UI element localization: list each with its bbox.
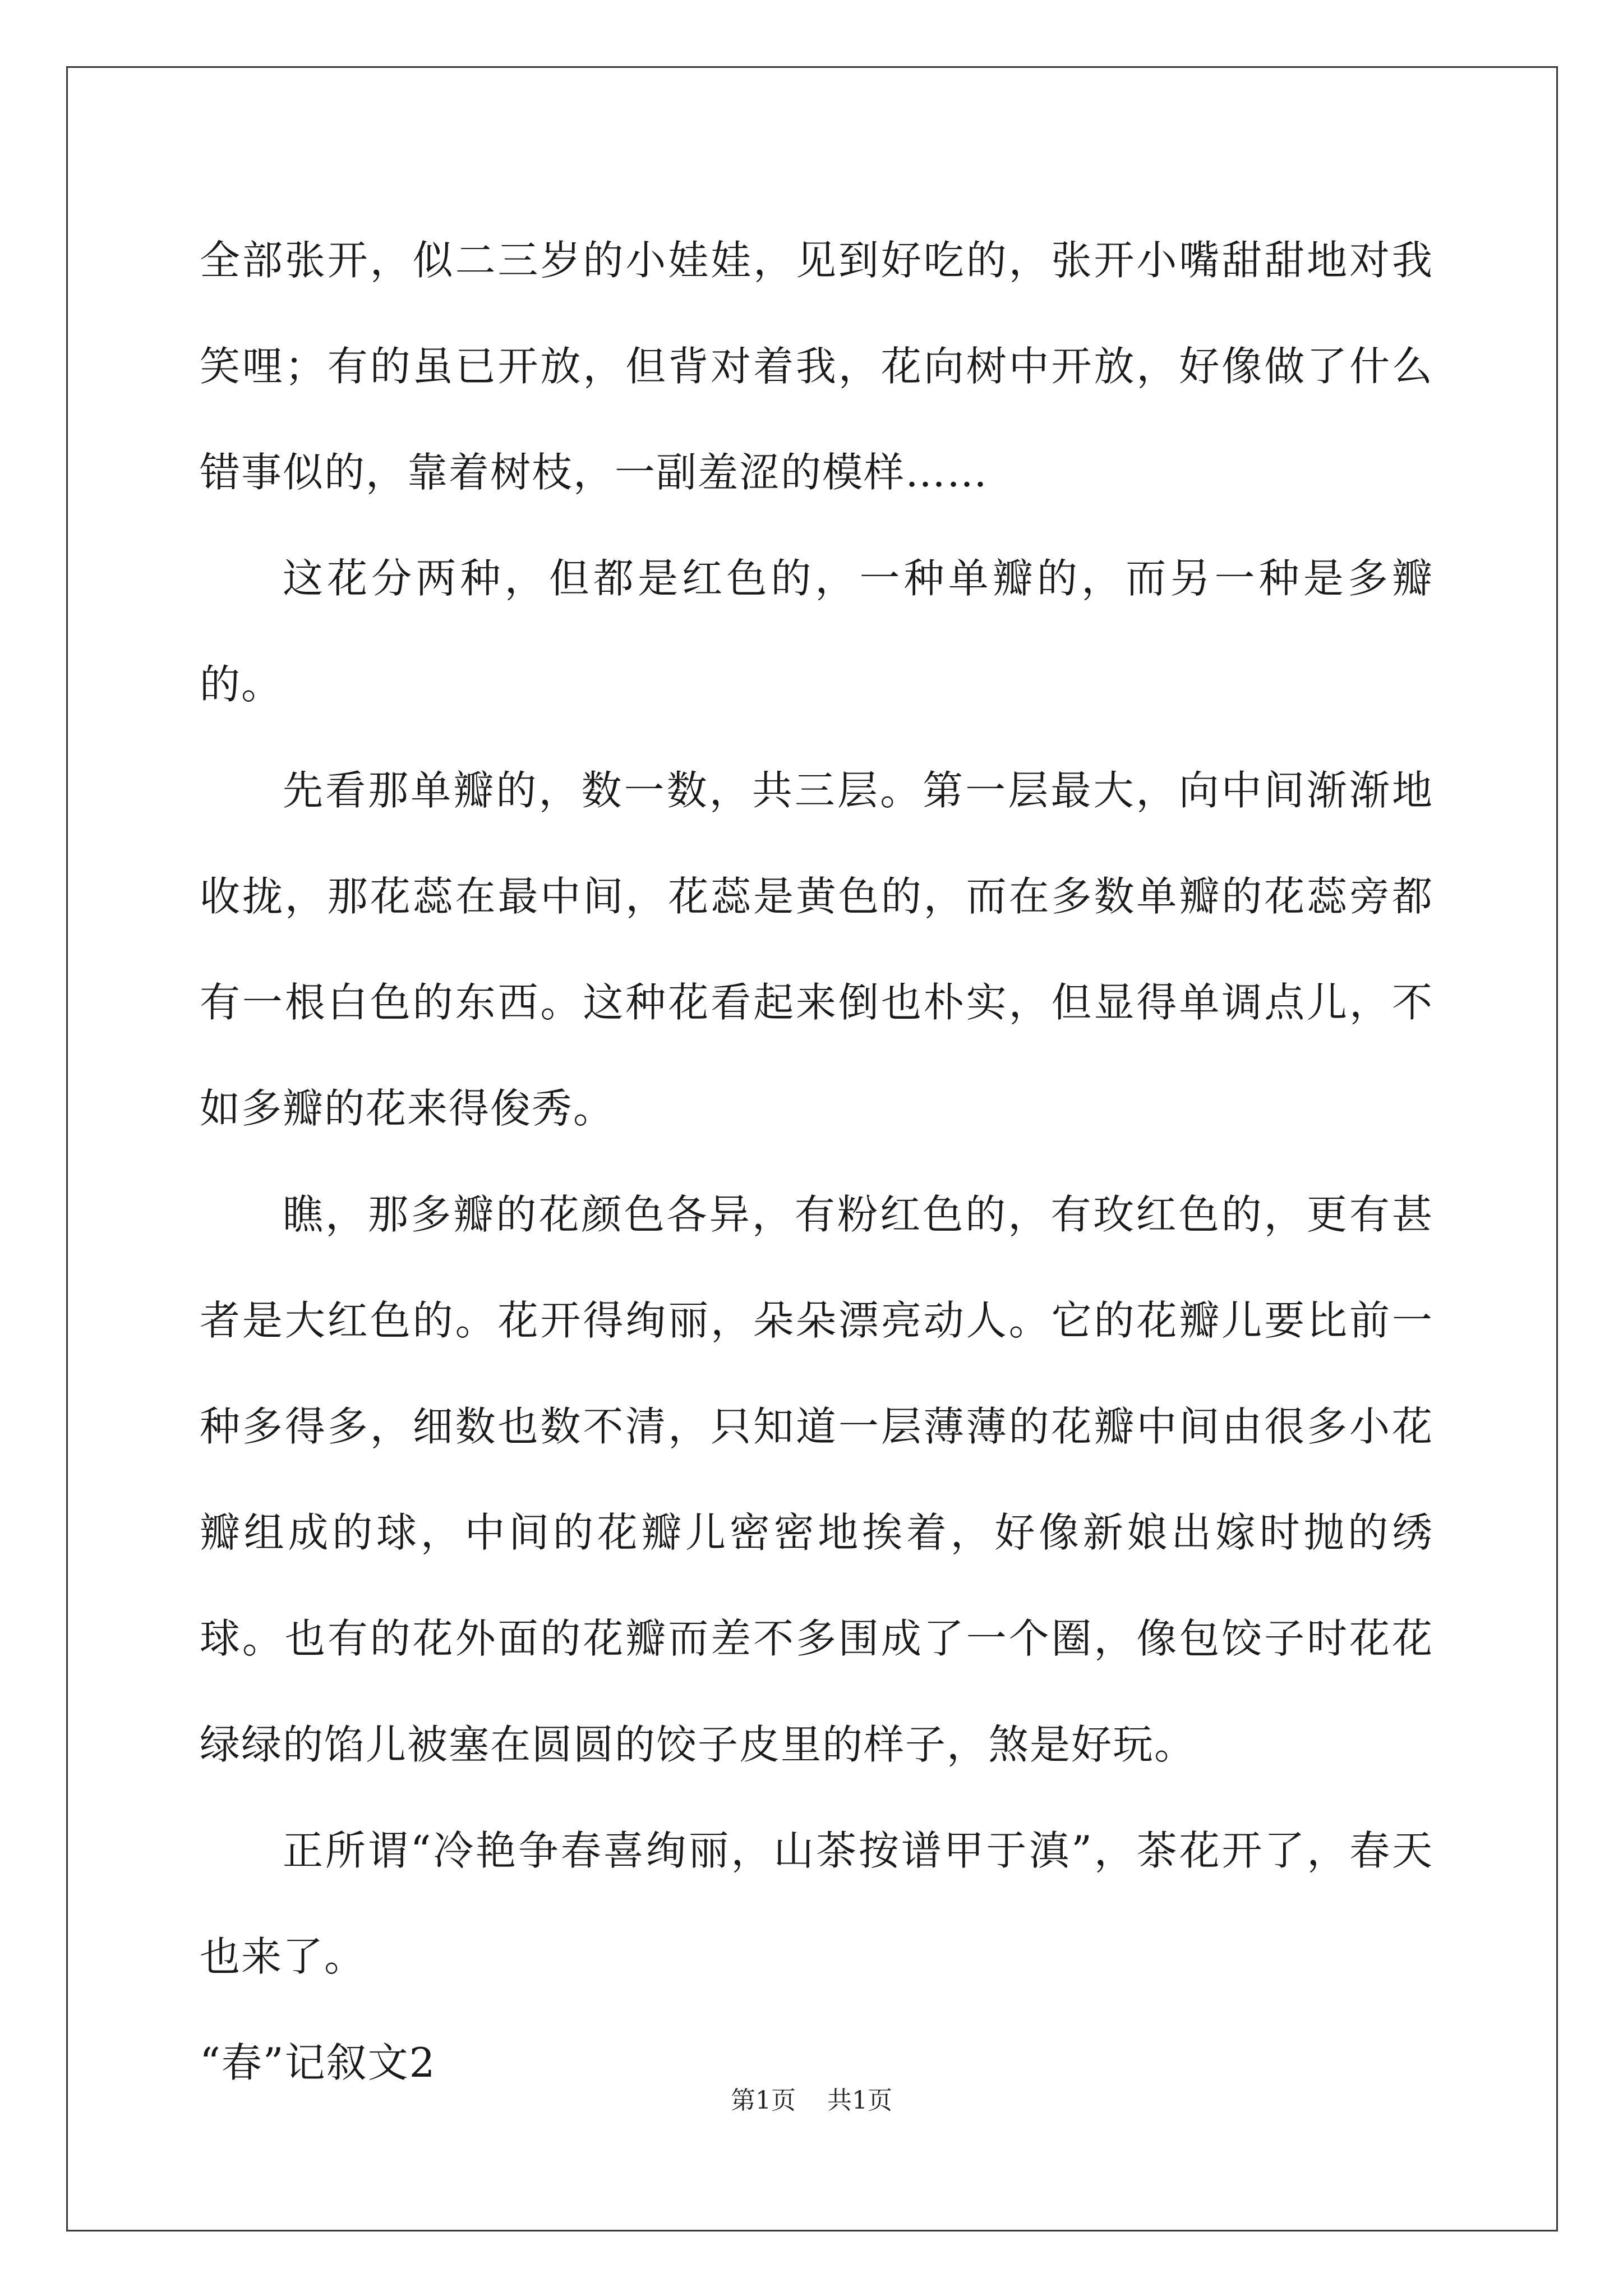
page-number: 第1页 [731, 2086, 796, 2115]
paragraph-3: 先看那单瓣的，数一数，共三层。第一层最大，向中间渐渐地收拢，那花蕊在最中间，花蕊是黄色的，而在多数单瓣的花蕊旁都有一根白色的东西。这种花看起来倒也朴实，但显得单调点儿，不如多瓣的花来得俊秀。 [200, 767, 1433, 1132]
document-body [200, 208, 1433, 2116]
paragraph-2: 这花分两种，但都是红色的，一种单瓣的，而另一种是多瓣的。 [200, 555, 1433, 708]
section-heading: “春”记叙文2 [200, 2039, 436, 2086]
paragraph-4: 瞧，那多瓣的花颜色各异，有粉红色的，有玫红色的，更有甚者是大红色的。花开得绚丽，朵朵漂亮动人。它的花瓣儿要比前一种多得多，细数也数不清，只知道一层薄薄的花瓣中间由很多小花瓣组成的球，中间的花瓣儿密密地挨着，好像新娘出嫁时抛的绣球。也有的花外面的花瓣而差不多围成了一个圈，像包饺子时花花绿绿的馅儿被塞在圆圆的饺子皮里的样子，煞是好玩。 [200, 1191, 1433, 1768]
page-footer [0, 2080, 1623, 2116]
paragraph-1: 全部张开，似二三岁的小娃娃，见到好吃的，张开小嘴甜甜地对我笑哩；有的虽已开放，但背对着我，花向树中开放，好像做了什么错事似的，靠着树枝，一副羞涩的模样…… [200, 237, 1433, 496]
page-total: 共1页 [827, 2086, 892, 2115]
paragraph-5: 正所谓“冷艳争春喜绚丽，山茶按谱甲于滇”，茶花开了，春天也来了。 [200, 1827, 1433, 1980]
